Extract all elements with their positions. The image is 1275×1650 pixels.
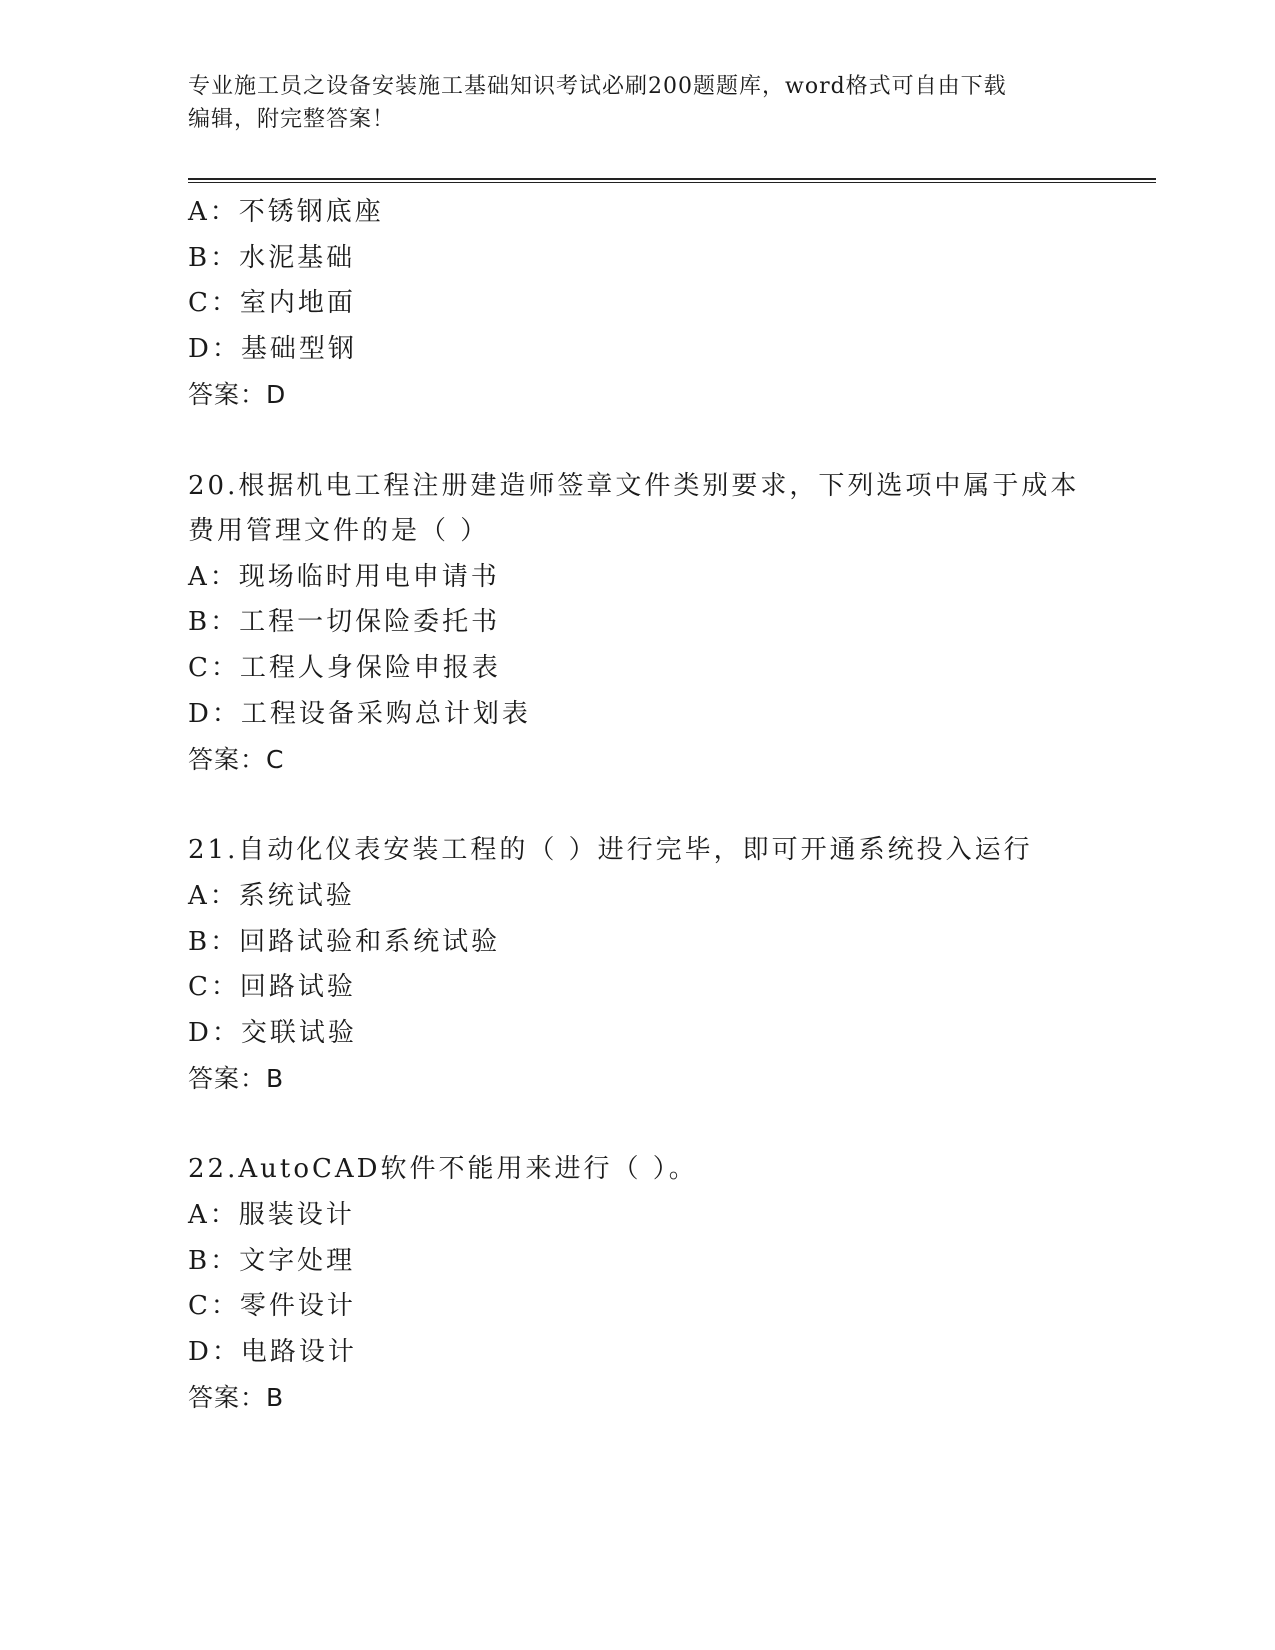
answer-line: 答案：B <box>188 1383 285 1413</box>
spacer <box>188 418 1156 464</box>
answer-line: 答案：D <box>188 380 287 410</box>
spacer <box>188 1102 1156 1148</box>
header-title-line-1: 专业施工员之设备安装施工基础知识考试必刷200题题库，word格式可自由下载 <box>188 74 1007 99</box>
option-b: B：回路试验和系统试验 <box>188 926 501 957</box>
option-d: D：交联试验 <box>188 1017 357 1048</box>
option-b: B：工程一切保险委托书 <box>188 607 501 638</box>
option-b: B：文字处理 <box>188 1245 356 1276</box>
question-20 <box>188 464 1156 783</box>
question-stem: 20.根据机电工程注册建造师签章文件类别要求，下列选项中属于成本 <box>188 470 1080 501</box>
option-d: D：工程设备采购总计划表 <box>188 698 531 729</box>
option-a: A：现场临时用电申请书 <box>188 561 500 592</box>
question-stem: 22.AutoCAD软件不能用来进行（ ）。 <box>188 1154 698 1185</box>
header-title-line-2: 编辑，附完整答案！ <box>188 107 396 132</box>
option-b: B：水泥基础 <box>188 242 356 273</box>
question-list <box>188 190 1156 1421</box>
option-a: A：不锈钢底座 <box>188 197 384 227</box>
option-d: D：基础型钢 <box>188 333 357 364</box>
option-a: A：服装设计 <box>188 1200 355 1231</box>
question-19 <box>188 190 1156 418</box>
question-21 <box>188 828 1156 1102</box>
option-c: C：室内地面 <box>188 288 356 319</box>
option-a: A：系统试验 <box>188 880 355 911</box>
answer-line: 答案：B <box>188 1064 285 1094</box>
question-22 <box>188 1147 1156 1421</box>
question-stem: 21.自动化仪表安装工程的（ ）进行完毕，即可开通系统投入运行 <box>188 835 1033 866</box>
option-c: C：回路试验 <box>188 972 356 1003</box>
document-header <box>188 70 1088 136</box>
spacer <box>188 783 1156 829</box>
option-c: C：工程人身保险申报表 <box>188 652 501 683</box>
option-d: D：电路设计 <box>188 1336 357 1367</box>
answer-line: 答案：C <box>188 745 285 775</box>
question-stem-continued: 费用管理文件的是（ ） <box>188 516 490 547</box>
option-c: C：零件设计 <box>188 1291 356 1322</box>
header-divider <box>188 178 1156 183</box>
